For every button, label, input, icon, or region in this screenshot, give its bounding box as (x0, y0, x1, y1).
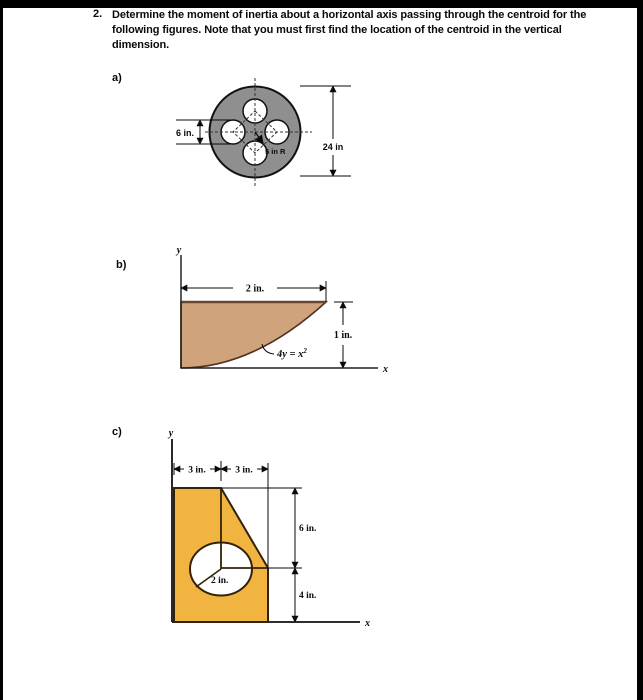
figure-c-drawing (110, 425, 400, 635)
curve-equation-label: $4y = x^2$ (277, 347, 307, 360)
problem-statement (112, 8, 590, 53)
dim-label-top-left: 3 in. (188, 465, 206, 476)
figure-c-label: c) (112, 426, 122, 438)
problem-statement-line2: following figures. Note that you must first find the location of the centroid in the vertical (112, 24, 562, 36)
y-axis-label: y (176, 245, 182, 256)
figure-b-drawing (110, 245, 400, 380)
page-border-left (0, 0, 3, 700)
figure-a-label: a) (112, 72, 122, 84)
page-border-right (637, 0, 643, 700)
x-axis-label: x (365, 618, 370, 629)
problem-statement-line3: dimension. (112, 39, 170, 51)
shaded-region (181, 302, 326, 368)
y-axis-label: y (168, 428, 174, 439)
dim-label-height: 1 in. (333, 330, 353, 341)
problem-number: 2. (93, 8, 103, 20)
page-border-top (0, 0, 643, 8)
dim-label-hole-circle-radius: 5 in R (265, 147, 286, 156)
figure-b-label: b) (116, 259, 127, 271)
figure-a-drawing (100, 65, 370, 200)
dim-label-hole-diameter: 6 in. (175, 128, 194, 138)
dim-label-top-right: 3 in. (235, 465, 253, 476)
dim-label-hole-radius: 2 in. (211, 576, 229, 586)
x-axis-label: x (383, 364, 388, 375)
dim-label-right-lower: 4 in. (299, 591, 317, 601)
dim-label-outer-diameter: 24 in (322, 142, 344, 152)
dim-label-right-upper: 6 in. (299, 524, 317, 534)
problem-statement-line1: Determine the moment of inertia about a horizontal axis passing through the centroid for the (112, 9, 587, 21)
dim-label-width: 2 in. (245, 283, 265, 295)
